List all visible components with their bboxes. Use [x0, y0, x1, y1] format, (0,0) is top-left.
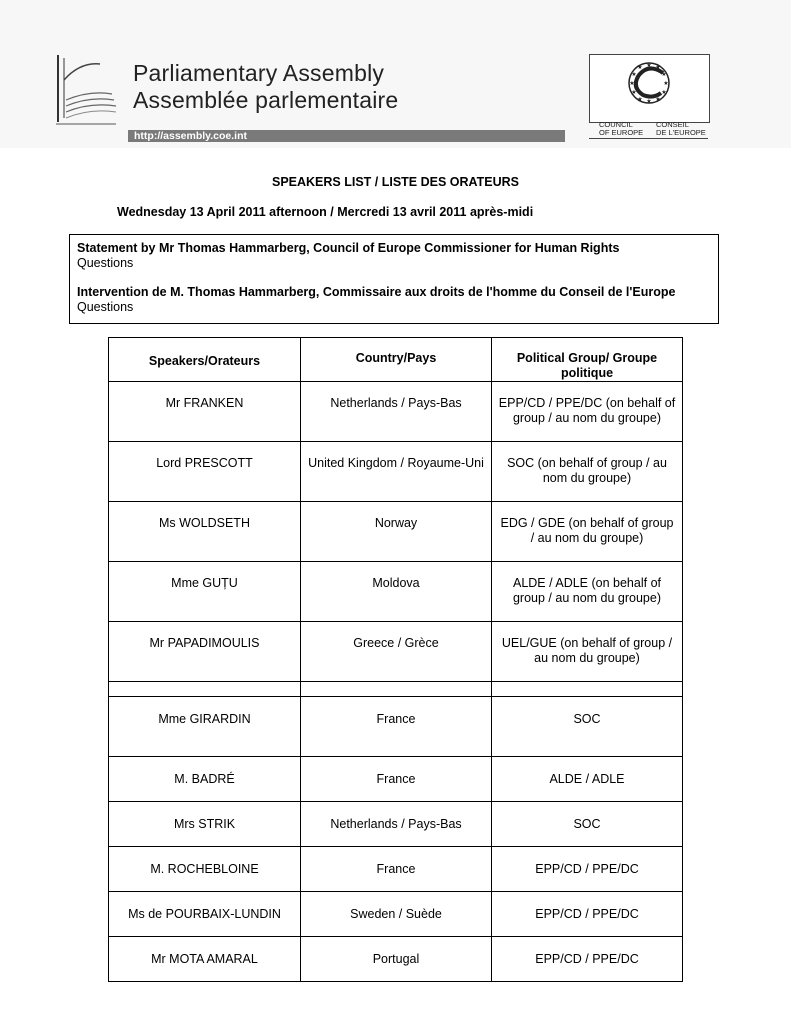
table-row-separator — [109, 682, 683, 697]
statement-fr-title: Intervention de M. Thomas Hammarberg, Commissaire aux droits de l'homme du Conseil de l'Europe — [77, 285, 676, 299]
speaker-name: Mr MOTA AMARAL — [109, 937, 301, 982]
speaker-group: SOC — [492, 802, 683, 847]
document-title: SPEAKERS LIST / LISTE DES ORATEURS — [271, 175, 520, 189]
speaker-country: Sweden / Suède — [301, 892, 492, 937]
url-bar — [128, 130, 565, 142]
speaker-group: EPP/CD / PPE/DC (on behalf of group / au nom du groupe) — [492, 382, 683, 442]
table-row — [109, 757, 683, 802]
svg-text:★: ★ — [646, 98, 652, 105]
table-row — [109, 502, 683, 562]
svg-text:★: ★ — [655, 64, 661, 71]
table-row — [109, 442, 683, 502]
coe-caption-en-line1: COUNCIL — [599, 120, 633, 129]
header-group: Political Group/ Groupe politique — [492, 338, 683, 382]
speaker-country: Netherlands / Pays-Bas — [301, 802, 492, 847]
table-row — [109, 622, 683, 682]
svg-text:★: ★ — [663, 80, 669, 87]
speaker-name: Mr PAPADIMOULIS — [109, 622, 301, 682]
speaker-country: Moldova — [301, 562, 492, 622]
speaker-group: SOC — [492, 697, 683, 757]
speaker-group: EDG / GDE (on behalf of group / au nom du groupe) — [492, 502, 683, 562]
table-row — [109, 847, 683, 892]
speaker-group: UEL/GUE (on behalf of group / au nom du groupe) — [492, 622, 683, 682]
table-row — [109, 562, 683, 622]
svg-text:★: ★ — [629, 80, 635, 87]
speaker-name — [109, 682, 301, 697]
table-header-row — [109, 338, 683, 382]
assembly-url[interactable]: http://assembly.coe.int — [134, 130, 247, 142]
header-speakers: Speakers/Orateurs — [109, 338, 301, 382]
table-row — [109, 382, 683, 442]
svg-text:★: ★ — [646, 62, 652, 69]
speaker-country: Portugal — [301, 937, 492, 982]
speaker-name: M. BADRÉ — [109, 757, 301, 802]
svg-text:★: ★ — [631, 89, 637, 96]
org-name-en: Parliamentary Assembly — [133, 60, 385, 86]
table-row — [109, 697, 683, 757]
svg-text:★: ★ — [655, 96, 661, 103]
table-row — [109, 892, 683, 937]
speaker-name: Ms de POURBAIX-LUNDIN — [109, 892, 301, 937]
speaker-name: Mme GUȚU — [109, 562, 301, 622]
speaker-country: France — [301, 757, 492, 802]
speaker-name: Ms WOLDSETH — [109, 502, 301, 562]
speaker-group: SOC (on behalf of group / au nom du groupe) — [492, 442, 683, 502]
speakers-table — [108, 337, 683, 982]
statement-en-title: Statement by Mr Thomas Hammarberg, Council of Europe Commissioner for Human Rights — [77, 241, 620, 255]
svg-text:★: ★ — [637, 64, 643, 71]
table-row — [109, 937, 683, 982]
speaker-country: United Kingdom / Royaume-Uni — [301, 442, 492, 502]
svg-text:★: ★ — [637, 96, 643, 103]
coe-caption-en-line2: OF EUROPE — [599, 128, 644, 137]
statement-box — [69, 234, 719, 324]
speaker-group: ALDE / ADLE — [492, 757, 683, 802]
speaker-group: ALDE / ADLE (on behalf of group / au nom du groupe) — [492, 562, 683, 622]
speaker-country: Norway — [301, 502, 492, 562]
svg-text:★: ★ — [631, 71, 637, 78]
speaker-name: Mme GIRARDIN — [109, 697, 301, 757]
header-country: Country/Pays — [301, 338, 492, 382]
coe-caption-en — [599, 121, 643, 137]
org-name-fr: Assemblée parlementaire — [133, 87, 399, 113]
coe-caption-fr-line2: DE L'EUROPE — [656, 128, 706, 137]
coe-divider — [589, 138, 708, 139]
speaker-name: M. ROCHEBLOINE — [109, 847, 301, 892]
assembly-hemicycle-icon — [50, 50, 120, 130]
statement-fr-sub: Questions — [77, 300, 134, 314]
table-row — [109, 802, 683, 847]
speaker-name: Lord PRESCOTT — [109, 442, 301, 502]
speaker-name: Mr FRANKEN — [109, 382, 301, 442]
statement-en-sub: Questions — [77, 256, 134, 270]
speaker-group: EPP/CD / PPE/DC — [492, 847, 683, 892]
speaker-group — [492, 682, 683, 697]
speaker-country: France — [301, 697, 492, 757]
svg-text:★: ★ — [661, 89, 667, 96]
coe-caption-fr — [656, 121, 706, 137]
coe-caption-fr-line1: CONSEIL — [656, 120, 689, 129]
speaker-country: France — [301, 847, 492, 892]
speaker-group: EPP/CD / PPE/DC — [492, 937, 683, 982]
session-date: Wednesday 13 April 2011 afternoon / Mercredi 13 avril 2011 après-midi — [117, 205, 534, 219]
organisation-name — [133, 60, 398, 114]
svg-text:★: ★ — [661, 71, 667, 78]
speaker-group: EPP/CD / PPE/DC — [492, 892, 683, 937]
speaker-country — [301, 682, 492, 697]
council-of-europe-stars-icon — [619, 55, 679, 115]
speaker-country: Greece / Grèce — [301, 622, 492, 682]
speaker-country: Netherlands / Pays-Bas — [301, 382, 492, 442]
speaker-name: Mrs STRIK — [109, 802, 301, 847]
